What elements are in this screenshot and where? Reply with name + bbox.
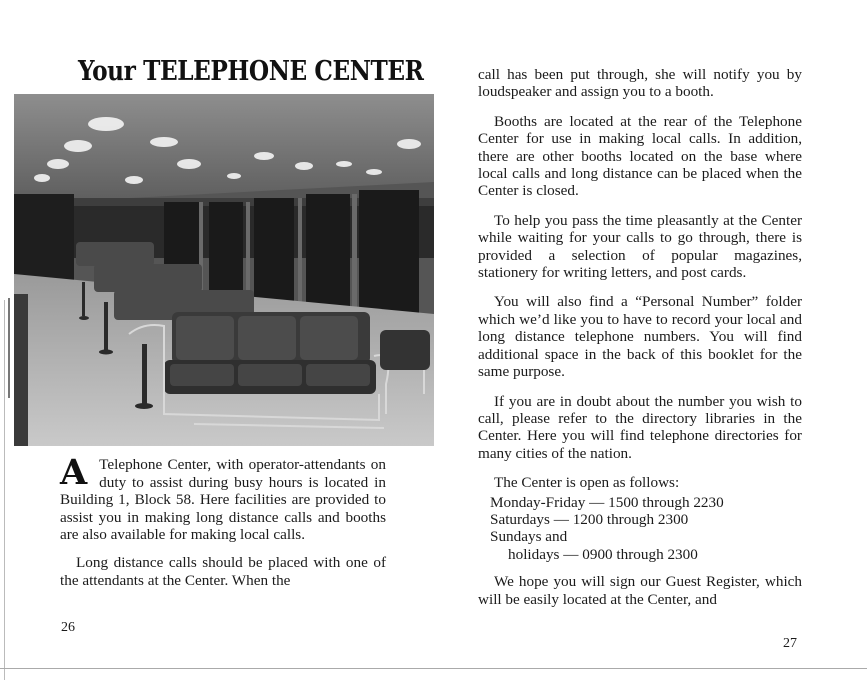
paragraph-3: call has been put through, she will notify you by loudspeaker and assign you to a booth. bbox=[478, 66, 802, 101]
paragraph-8: We hope you will sign our Guest Register, which will be easily located at the Center, and bbox=[478, 573, 802, 608]
page-title: Your TELEPHONE CENTER bbox=[78, 56, 424, 87]
hours-list bbox=[490, 494, 802, 564]
page-number-right: 27 bbox=[783, 636, 797, 651]
telephone-center-photo bbox=[14, 94, 434, 446]
right-page bbox=[440, 0, 867, 675]
hours-row: Monday-Friday — 1500 through 2230 bbox=[490, 493, 724, 511]
page-number-left: 26 bbox=[61, 620, 75, 635]
paragraph-4: Booths are located at the rear of the Telephone Center for use in making local calls. In addition, there are other booths located on the base where local calls and long distance can be placed when the Center is closed. bbox=[478, 112, 802, 200]
paragraph-1: Telephone Center, with operator-attendants on duty to assist during busy hours is located in Building 1, Block 58. Here facilities are provided to assist you in making long distance calls and booths are also available for making local calls. bbox=[60, 456, 386, 544]
paragraph-2: Long distance calls should be placed with one of the attendants at the Center. When the bbox=[60, 553, 386, 589]
left-body-text bbox=[60, 452, 386, 589]
hours-row: Sundays and bbox=[490, 528, 568, 546]
paragraph-6: You will also find a “Personal Number” folder which we’d like you to have to record your local and long distance telephone numbers. You will find additional space in the back of this booklet for the same purpose. bbox=[478, 293, 802, 381]
hours-intro: The Center is open as follows: bbox=[494, 474, 680, 492]
right-body-text bbox=[478, 66, 802, 620]
hours-row: Saturdays — 1200 through 2300 bbox=[490, 510, 689, 528]
drop-cap: A bbox=[60, 452, 88, 493]
hours-row: holidays — 0900 through 2300 bbox=[508, 545, 698, 563]
paragraph-7: If you are in doubt about the number you wish to call, please refer to the directory libraries in the Center. Here you will find telephone directories for many cities of the nation. bbox=[478, 392, 802, 462]
paragraph-5: To help you pass the time pleasantly at the Center while waiting for your calls to go through, there is provided a selection of popular magazines, stationery for writing letters, and post cards. bbox=[478, 211, 802, 282]
